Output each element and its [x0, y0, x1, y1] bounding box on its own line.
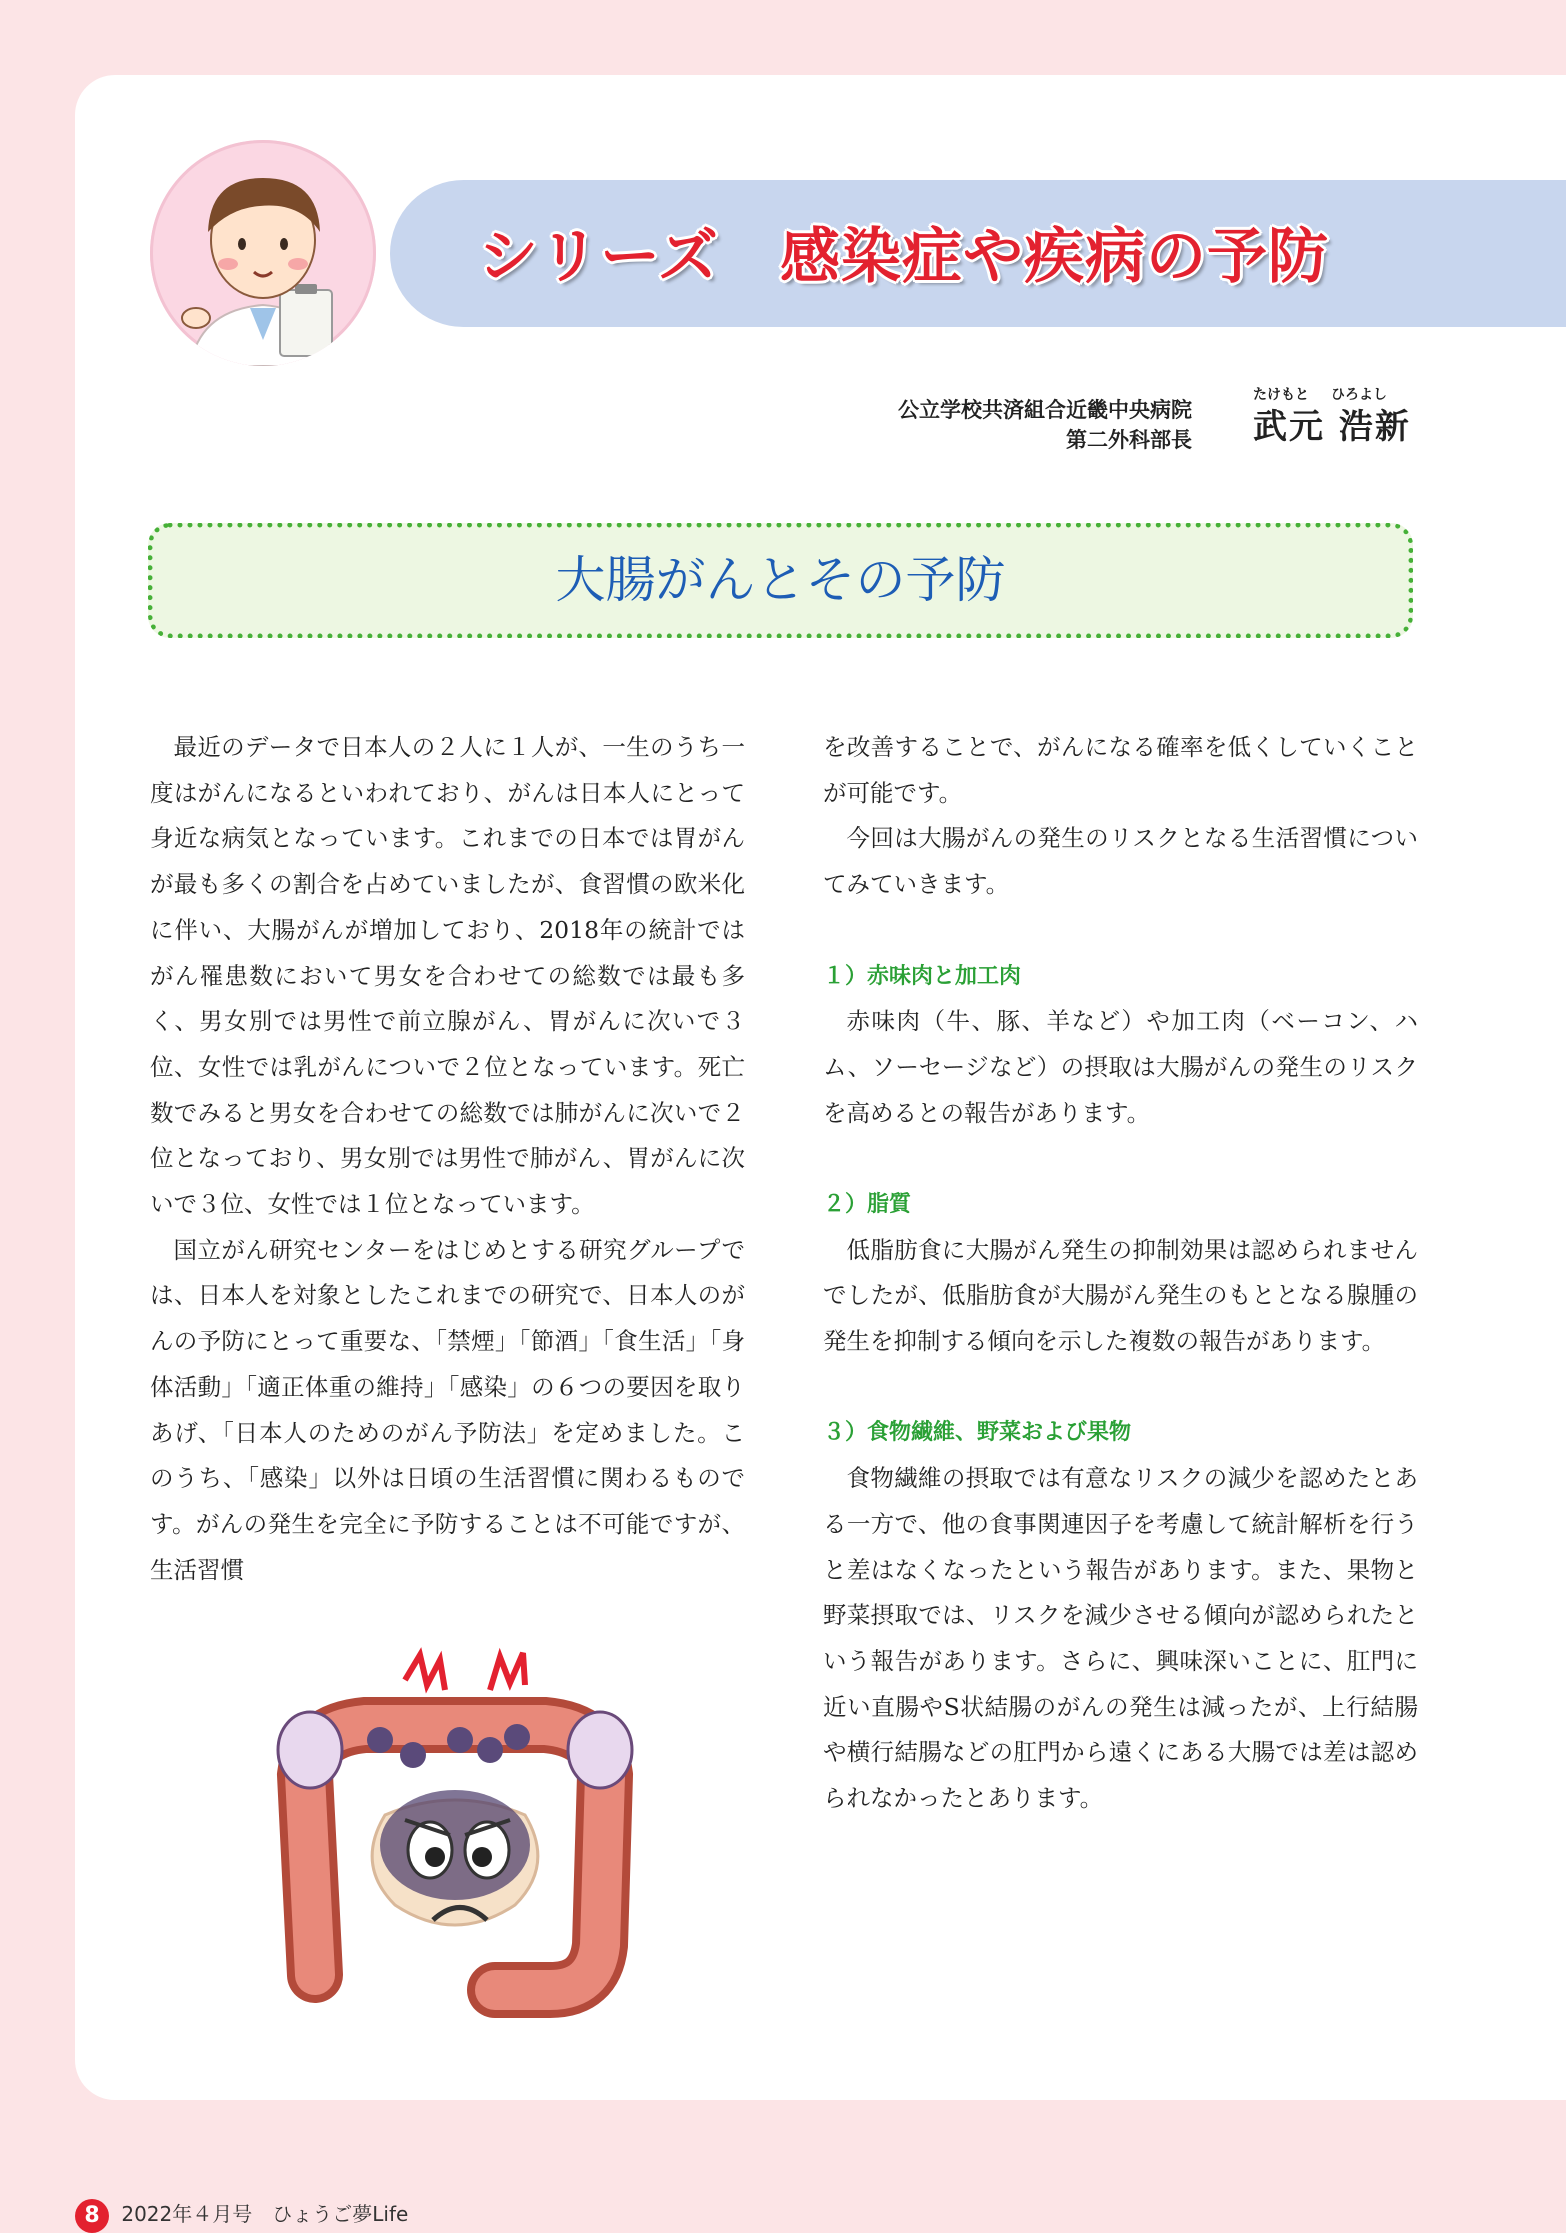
- author-affiliation: [898, 395, 1192, 455]
- author-ruby: [1253, 385, 1423, 405]
- section-heading: ２）脂質: [823, 1191, 912, 1217]
- section-heading: １）赤味肉と加工肉: [823, 963, 1022, 989]
- issue-label: 2022年４月号 ひょうご夢Life: [121, 2202, 409, 2226]
- doctor-avatar: [150, 140, 376, 366]
- body-column-left: [150, 725, 745, 1593]
- paragraph: 今回は大腸がんの発生のリスクとなる生活習慣についてみていきます。: [823, 824, 1418, 899]
- page-number: 8: [75, 2199, 109, 2233]
- paragraph: 赤味肉（牛、豚、羊など）や加工肉（ベーコン、ハム、ソーセージなど）の摂取は大腸がんの発生のリスクを高めるとの報告があります。: [823, 1007, 1418, 1127]
- paragraph: 国立がん研究センターをはじめとする研究グループでは、日本人を対象としたこれまでの研究で、日本人のがんの予防にとって重要な、「禁煙」「節酒」「食生活」「身体活動」「適正体重の維持」「感染」の６つの要因を取りあげ、「日本人のためのがん予防法」を定めました。このうち、「感染」以外は日頃の生活習慣に関わるものです。がんの発生を完全に予防することは不可能ですが、生活習慣: [150, 1235, 745, 1584]
- author-block: [1253, 385, 1423, 449]
- topic-box: [148, 523, 1413, 638]
- colon-character-icon: [255, 1645, 655, 2045]
- affiliation-line2: 第二外科部長: [1066, 428, 1192, 452]
- series-title: シリーズ 感染症や疾病の予防: [478, 222, 1329, 292]
- topic-title: 大腸がんとその予防: [555, 551, 1006, 609]
- author-ruby-family: たけもと: [1253, 387, 1309, 403]
- paragraph: 最近のデータで日本人の２人に１人が、一生のうち一度はがんになるといわれており、がんは日本人にとって身近な病気となっています。これまでの日本では胃がんが最も多くの割合を占めていましたが、食習慣の欧米化に伴い、大腸がんが増加しており、2018年の統計ではがん罹患数において男女を合わせての総数では最も多く、男女別では男性で前立腺がん、胃がんに次いで３位、女性では乳がんについで２位となっています。死亡数でみると男女を合わせての総数では肺がんに次いで２位となっており、男女別では男性で肺がん、胃がんに次いで３位、女性では１位となっています。: [150, 733, 745, 1219]
- section-heading: ３）食物繊維、野菜および果物: [823, 1420, 1132, 1446]
- paragraph: を改善することで、がんになる確率を低くしていくことが可能です。: [823, 733, 1418, 807]
- affiliation-line1: 公立学校共済組合近畿中央病院: [898, 398, 1192, 422]
- doctor-illustration: [150, 140, 376, 366]
- colon-illustration: [255, 1645, 655, 2045]
- author-name: 武元 浩新: [1253, 407, 1411, 447]
- page-footer: [75, 2196, 408, 2232]
- paragraph: 食物繊維の摂取では有意なリスクの減少を認めたとある一方で、他の食事関連因子を考慮して統計解析を行うと差はなくなったという報告があります。また、果物と野菜摂取では、リスクを減少させる傾向が認められたという報告があります。さらに、興味深いことに、肛門に近い直腸やS状結腸のがんの発生は減ったが、上行結腸や横行結腸などの肛門から遠くにある大腸では差は認められなかったとあります。: [823, 1464, 1418, 1813]
- author-ruby-given: ひろよし: [1331, 387, 1387, 403]
- body-column-right: [823, 725, 1418, 1822]
- paragraph: 低脂肪食に大腸がん発生の抑制効果は認められませんでしたが、低脂肪食が大腸がん発生のもととなる腺腫の発生を抑制する傾向を示した複数の報告があります。: [823, 1235, 1418, 1356]
